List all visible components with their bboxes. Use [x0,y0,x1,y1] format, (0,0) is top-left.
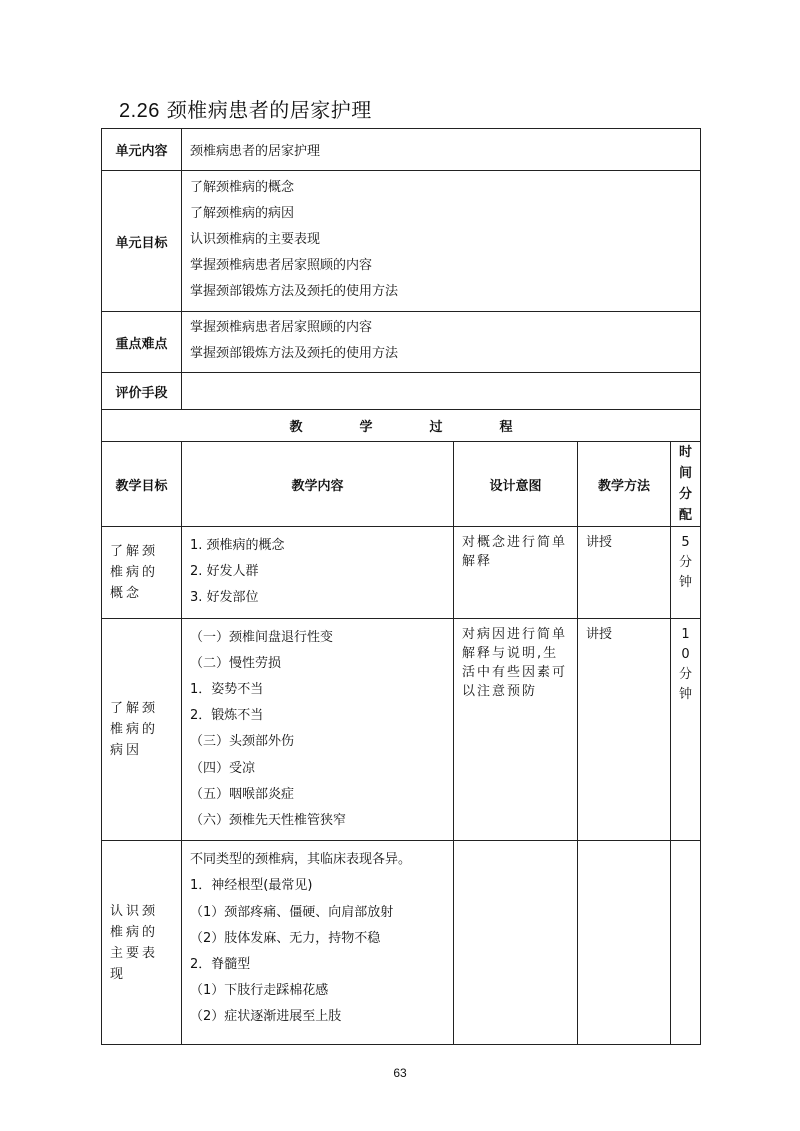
content-line: 2．脊髓型 [190,957,251,973]
content-line: （三）头颈部外伤 [190,734,295,750]
row-intent: 对概念进行简单解释 [454,527,578,619]
row-time [671,527,701,619]
content-line: 1．神经根型(最常见) [190,878,313,894]
process-char: 过 [429,420,443,435]
content-line: （四）受凉 [190,760,256,776]
row-time [671,618,701,841]
unit-content-value: 颈椎病患者的居家护理 [182,129,701,171]
row-method: 讲授 [578,618,671,841]
row-content [182,841,454,1045]
unit-goal-item: 掌握颈部锻炼方法及颈托的使用方法 [190,284,399,299]
content-line: 2．锻炼不当 [190,708,264,724]
content-line: （二）慢性劳损 [190,655,282,671]
process-char: 教 [289,420,303,435]
lesson-plan-table [101,128,701,1045]
table-row [102,841,701,1045]
row-goal: 了解颈椎病的病因 [102,618,182,841]
content-line: （2）肢体发麻、无力，持物不稳 [190,930,381,946]
unit-goal-item: 了解颈椎病的概念 [190,180,295,195]
key-points-row [102,312,701,373]
process-header [102,410,701,442]
unit-goal-item: 掌握颈椎病患者居家照顾的内容 [190,258,373,273]
content-line: （五）咽喉部炎症 [190,786,295,802]
process-char: 程 [499,420,513,435]
content-line: （1）颈部疼痛、僵硬、向肩部放射 [190,904,394,920]
col-header-method: 教学方法 [578,442,671,527]
col-header-goal: 教学目标 [102,442,182,527]
section-title [119,94,372,123]
section-heading: 颈椎病患者的居家护理 [166,98,372,122]
evaluation-label: 评价手段 [102,373,182,410]
key-point-item: 掌握颈椎病患者居家照顾的内容 [190,320,373,335]
content-line: 3. 好发部位 [190,590,259,606]
content-line: （一）颈椎间盘退行性变 [190,629,334,645]
row-method [578,841,671,1045]
table-row [102,527,701,619]
row-time-text: 5分钟 [678,535,692,590]
row-time-text: 10分钟 [678,626,692,702]
unit-goal-item: 认识颈椎病的主要表现 [190,232,321,247]
process-char: 学 [359,420,373,435]
row-intent [454,841,578,1045]
evaluation-row [102,373,701,410]
content-line: （2）症状逐渐进展至上肢 [190,1009,342,1025]
unit-goals-row [102,171,701,312]
content-line: （1）下肢行走踩棉花感 [190,983,329,999]
section-number: 2.26 [119,100,160,122]
unit-goals-label: 单元目标 [102,171,182,312]
unit-content-row [102,129,701,171]
content-line: 不同类型的颈椎病，其临床表现各异。 [190,852,412,868]
key-point-item: 掌握颈部锻炼方法及颈托的使用方法 [190,346,399,361]
row-time [671,841,701,1045]
key-points-label: 重点难点 [102,312,182,373]
content-line: 1. 颈椎病的概念 [190,538,285,553]
page-number: 63 [393,1066,407,1080]
content-line: 1．姿势不当 [190,682,264,698]
content-line: 2. 好发人群 [190,564,259,580]
process-header-row [102,410,701,442]
col-header-content: 教学内容 [182,442,454,527]
content-line: （六）颈椎先天性椎管狭窄 [190,813,347,829]
row-goal: 了解颈椎病的概念 [102,527,182,619]
row-content [182,618,454,841]
evaluation-value [182,373,701,410]
row-content [182,527,454,619]
row-intent: 对病因进行简单解释与说明,生活中有些因素可以注意预防 [454,618,578,841]
unit-goals-list [182,171,701,312]
column-header-row [102,442,701,527]
row-goal: 认识颈椎病的主要表现 [102,841,182,1045]
unit-goal-item: 了解颈椎病的病因 [190,206,295,221]
col-header-time-text: 时间分配 [678,445,692,523]
row-method: 讲授 [578,527,671,619]
table-row [102,618,701,841]
col-header-intent: 设计意图 [454,442,578,527]
col-header-time [671,442,701,527]
key-points-list [182,312,701,373]
unit-content-label: 单元内容 [102,129,182,171]
